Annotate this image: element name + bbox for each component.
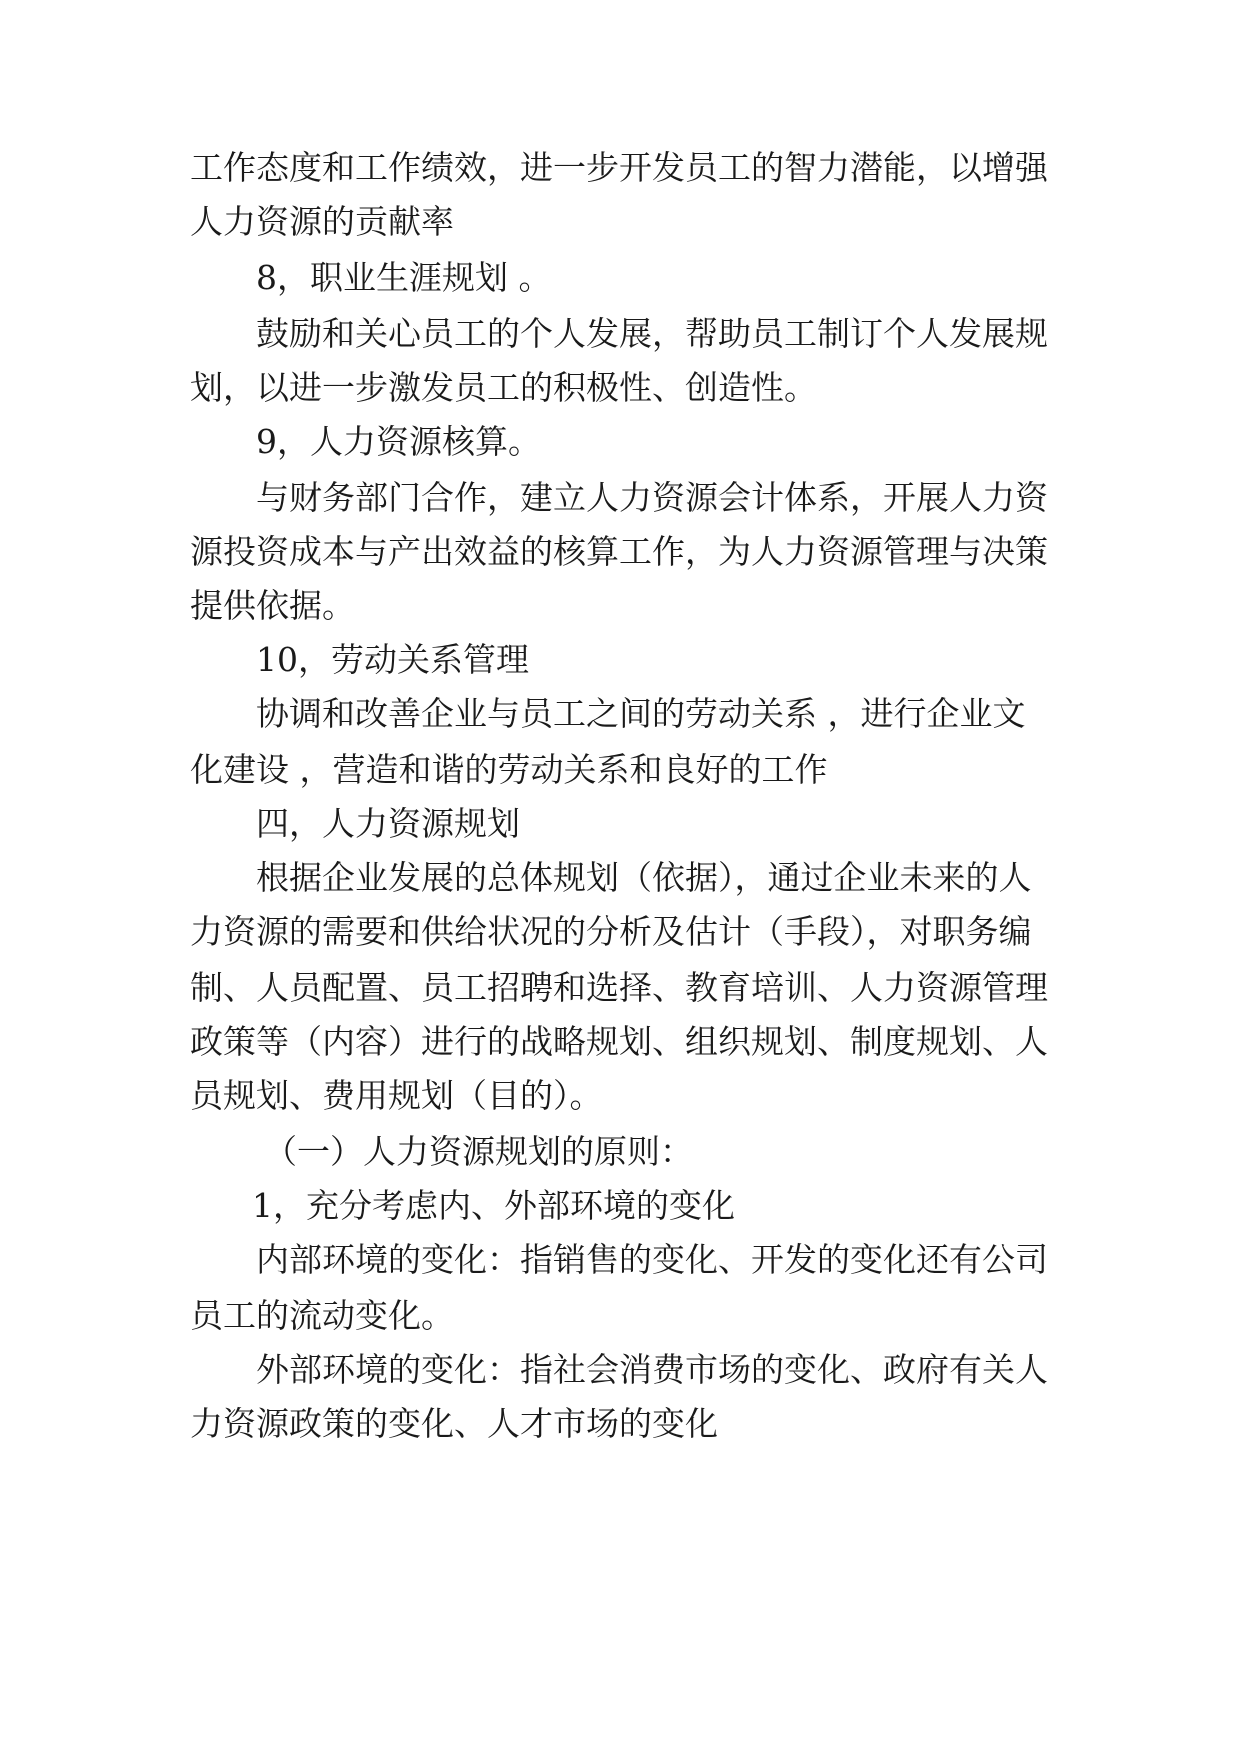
paragraph-line: 力资源的需要和供给状况的分析及估计（手段），对职务编 bbox=[190, 912, 1032, 951]
paragraph-line: 员规划、费用规划（目的）。 bbox=[190, 1076, 603, 1115]
paragraph-line: 内部环境的变化：指销售的变化、开发的变化还有公司 bbox=[256, 1240, 1048, 1279]
paragraph-line: 根据企业发展的总体规划（依据），通过企业未来的人 bbox=[256, 858, 1032, 897]
paragraph-line: 政策等（内容）进行的战略规划、组织规划、制度规划、人 bbox=[190, 1022, 1048, 1061]
paragraph-line: 外部环境的变化：指社会消费市场的变化、政府有关人 bbox=[256, 1350, 1048, 1389]
section-heading: 四，人力资源规划 bbox=[256, 804, 520, 843]
section-heading: 10，劳动关系管理 bbox=[256, 640, 529, 679]
paragraph-line: 提供依据。 bbox=[190, 586, 355, 625]
paragraph-line: 协调和改善企业与员工之间的劳动关系 ，进行企业文 bbox=[256, 694, 1026, 733]
paragraph-line: 制、人员配置、员工招聘和选择、教育培训、人力资源管理 bbox=[190, 968, 1048, 1007]
paragraph-line: 与财务部门合作，建立人力资源会计体系，开展人力资 bbox=[256, 478, 1048, 517]
subsection-heading: （一）人力资源规划的原则： bbox=[264, 1132, 693, 1171]
paragraph-line: 力资源政策的变化、人才市场的变化 bbox=[190, 1404, 718, 1443]
paragraph-line: 员工的流动变化。 bbox=[190, 1296, 454, 1335]
paragraph-line: 人力资源的贡献率 bbox=[190, 202, 454, 241]
paragraph-line: 鼓励和关心员工的个人发展，帮助员工制订个人发展规 bbox=[256, 314, 1048, 353]
paragraph-line: 工作态度和工作绩效，进一步开发员工的智力潜能，以增强 bbox=[190, 148, 1048, 187]
paragraph-line: 化建设 ，营造和谐的劳动关系和良好的工作 bbox=[190, 750, 828, 789]
section-heading: 9，人力资源核算。 bbox=[256, 422, 541, 461]
paragraph-line: 源投资成本与产出效益的核算工作，为人力资源管理与决策 bbox=[190, 532, 1048, 571]
section-heading: 1，充分考虑内、外部环境的变化 bbox=[252, 1186, 735, 1225]
paragraph-line: 划，以进一步激发员工的积极性、创造性。 bbox=[190, 368, 817, 407]
section-heading: 8，职业生涯规划 。 bbox=[256, 258, 552, 297]
